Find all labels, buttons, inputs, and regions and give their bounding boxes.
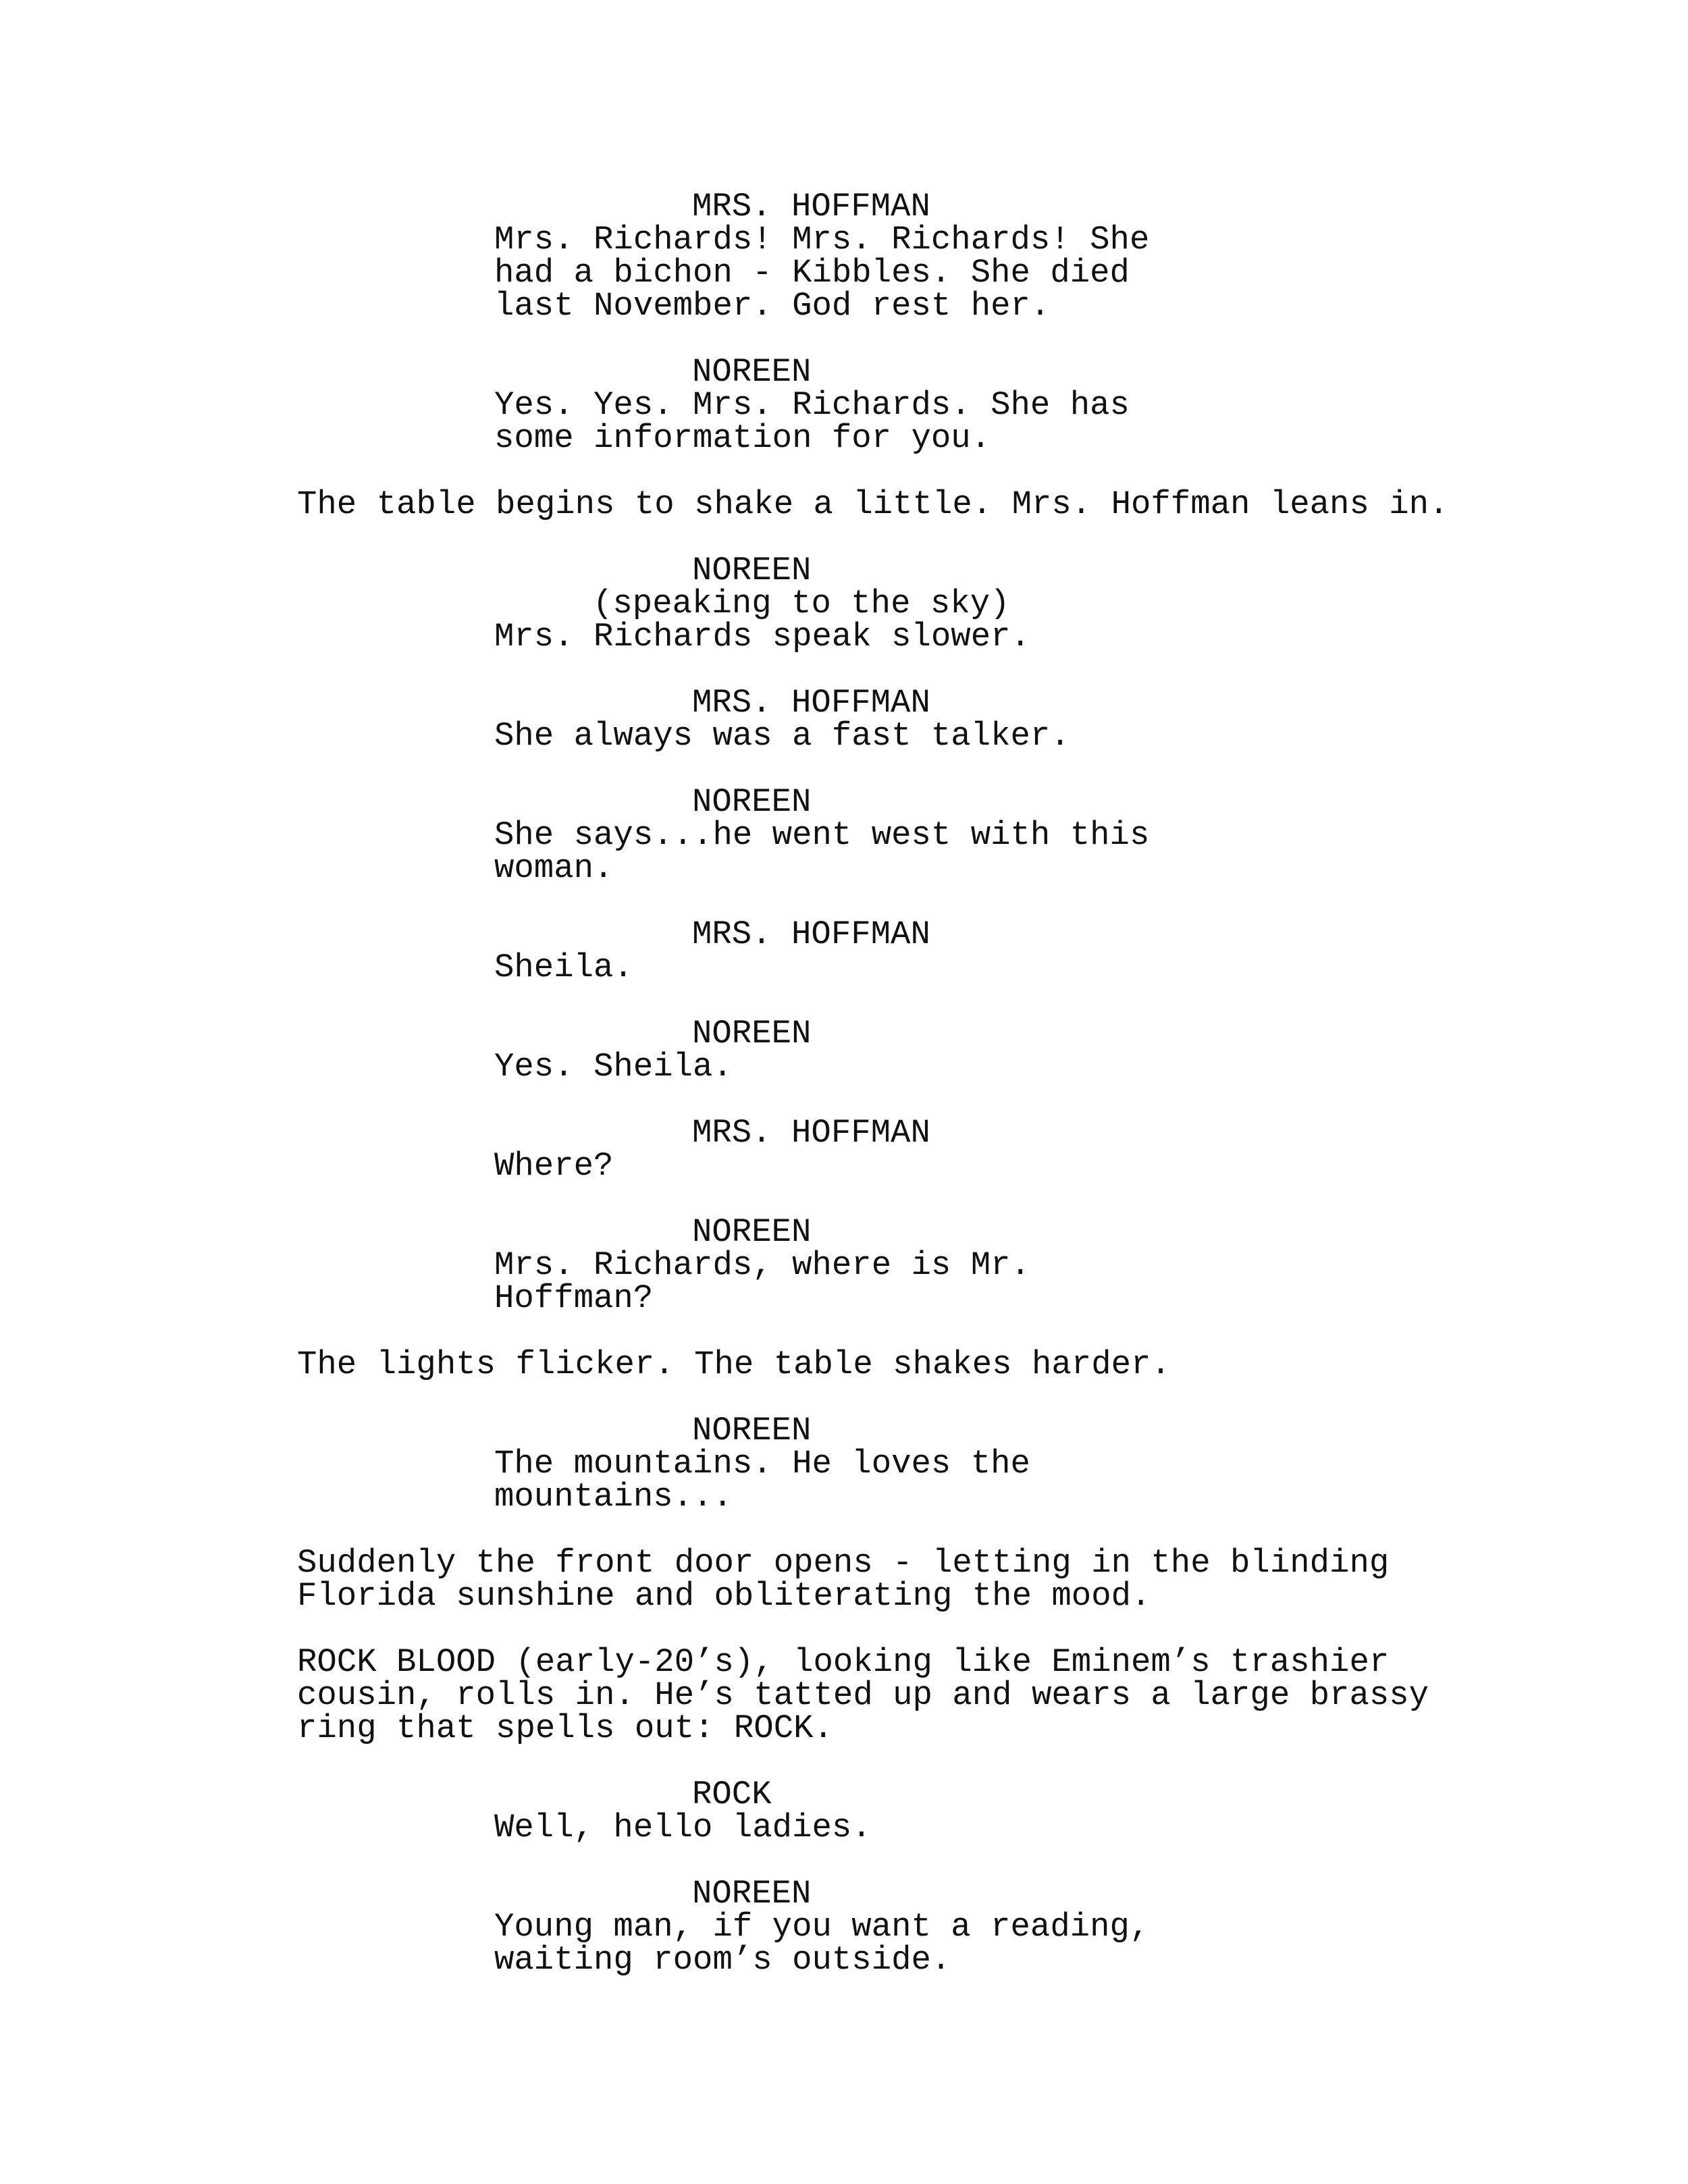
parenthetical: (speaking to the sky) [593, 585, 1010, 622]
character-name: NOREEN [692, 783, 812, 821]
dialogue-block [297, 1213, 1512, 1317]
character-name: NOREEN [692, 1213, 812, 1251]
dialogue-block [297, 554, 1512, 654]
dialogue-block [297, 1017, 1512, 1084]
dialogue-line: Hoffman? [494, 1279, 654, 1317]
dialogue-line: Yes. Sheila. [494, 1048, 733, 1086]
dialogue-block [297, 1114, 1512, 1185]
character-name: NOREEN [692, 1875, 812, 1913]
dialogue-block [297, 1877, 1512, 1977]
dialogue-line: some information for you. [494, 419, 991, 457]
dialogue-line: Mrs. Richards speak slower. [494, 618, 1030, 656]
character-name: MRS. HOFFMAN [692, 684, 930, 722]
dialogue-line: She says...he went west with this [494, 816, 1150, 854]
action-line: The table begins to shake a little. Mrs. Hoffman leans in. [297, 485, 1449, 523]
action-line: ROCK BLOOD (early-20’s), looking like Eminem’s trashier [297, 1643, 1390, 1681]
dialogue-block [297, 190, 1512, 323]
dialogue-line: Yes. Yes. Mrs. Richards. She has [494, 386, 1130, 424]
action-block [297, 485, 1512, 523]
dialogue-line: She always was a fast talker. [494, 717, 1070, 755]
character-name: MRS. HOFFMAN [692, 915, 930, 953]
dialogue-line: Young man, if you want a reading, [494, 1908, 1150, 1946]
dialogue-line: Well, hello ladies. [494, 1809, 872, 1846]
character-name: ROCK [692, 1776, 772, 1813]
action-line: cousin, rolls in. He’s tatted up and wears a large brassy [297, 1676, 1429, 1714]
character-name: MRS. HOFFMAN [692, 188, 930, 225]
action-block [297, 1348, 1512, 1381]
character-name: NOREEN [692, 1015, 812, 1053]
dialogue-line: Mrs. Richards, where is Mr. [494, 1246, 1030, 1284]
dialogue-line: Where? [494, 1147, 614, 1185]
dialogue-block [297, 915, 1512, 986]
character-name: MRS. HOFFMAN [692, 1114, 930, 1152]
character-name: NOREEN [692, 552, 812, 589]
dialogue-line: Mrs. Richards! Mrs. Richards! She [494, 221, 1150, 259]
dialogue-block [297, 1414, 1512, 1514]
dialogue-line: woman. [494, 849, 614, 887]
dialogue-line: The mountains. He loves the [494, 1445, 1030, 1483]
screenplay-body [297, 190, 1512, 2010]
dialogue-block [297, 1778, 1512, 1844]
action-line: Florida sunshine and obliterating the mood. [297, 1577, 1151, 1615]
action-line: Suddenly the front door opens - letting in the blinding [297, 1544, 1390, 1582]
action-line: The lights flicker. The table shakes harder. [297, 1346, 1171, 1383]
dialogue-line: mountains... [494, 1478, 733, 1516]
action-block [297, 1544, 1512, 1615]
action-line: ring that spells out: ROCK. [297, 1709, 833, 1747]
dialogue-line: last November. God rest her. [494, 287, 1051, 325]
dialogue-line: waiting room’s outside. [494, 1941, 951, 1979]
dialogue-block [297, 353, 1512, 457]
character-name: NOREEN [692, 1412, 812, 1449]
dialogue-block [297, 684, 1512, 755]
action-block [297, 1643, 1512, 1747]
dialogue-block [297, 783, 1512, 887]
dialogue-line: Sheila. [494, 949, 633, 986]
character-name: NOREEN [692, 353, 812, 391]
dialogue-line: had a bichon - Kibbles. She died [494, 254, 1130, 292]
